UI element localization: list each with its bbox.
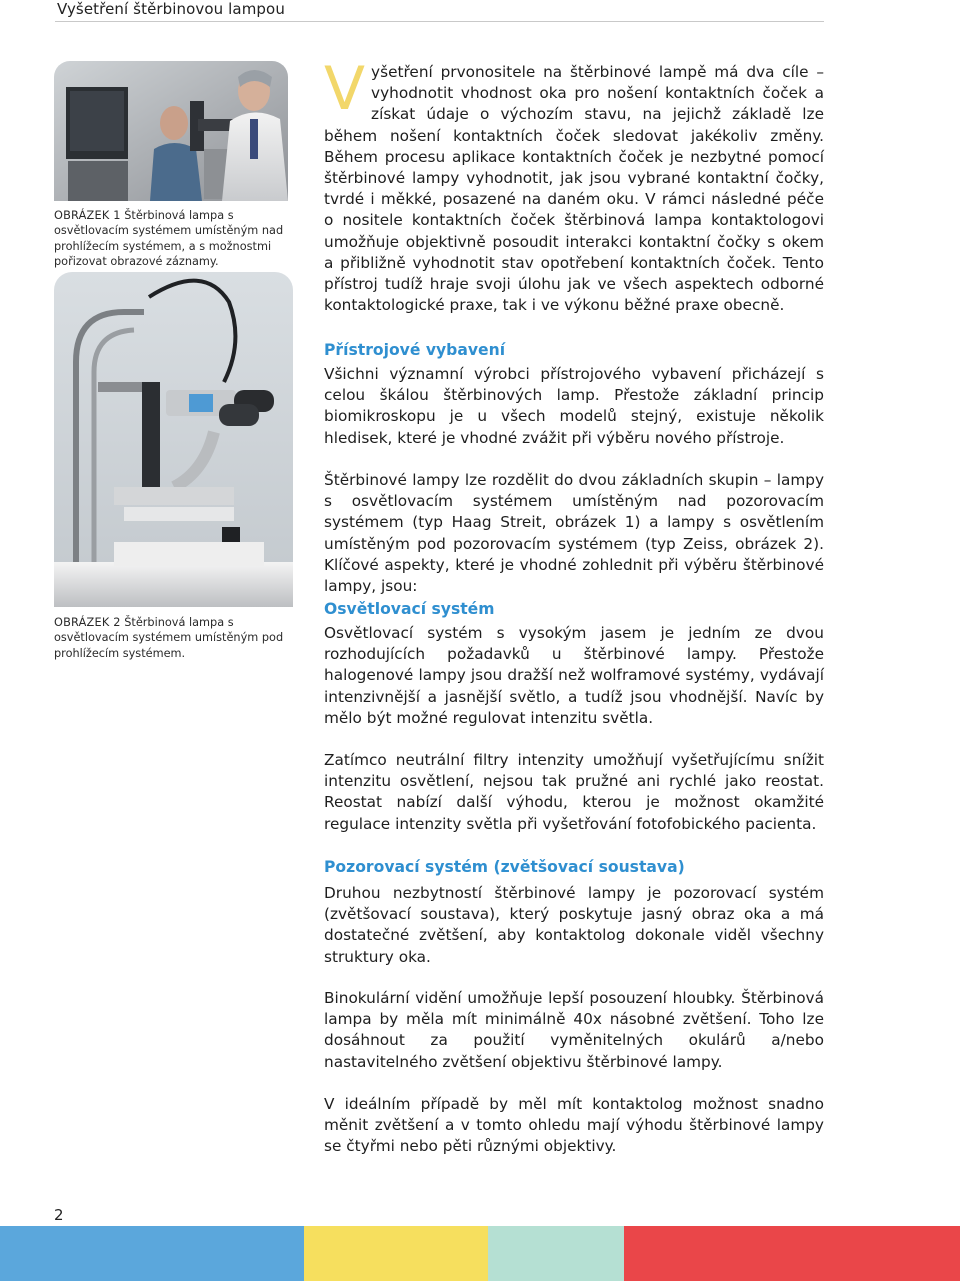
section-illumination-heading-wrap bbox=[324, 599, 824, 619]
section-observation-p3-wrap bbox=[324, 1094, 824, 1158]
section-heading-illumination: Osvětlovací systém bbox=[324, 600, 495, 618]
section-observation-paragraph-2: Binokulární vidění umožňuje lepší posouzení hloubky. Štěrbinová lampa by měla mít minimálně 40x násobné zvětšení. Toho lze dosáhnout za použití vyměnitelných okulárů a/nebo nastavitelného zvětšení objektivu štěrbinové lampy. bbox=[324, 989, 824, 1071]
footer-color-bar bbox=[0, 1226, 960, 1281]
section-observation-p2-wrap bbox=[324, 988, 824, 1073]
figure-1-caption-text: Štěrbinová lampa s osvětlovacím systémem umístěným nad prohlížecím systémem, a s možnostmi pořizovat obrazové záznamy. bbox=[54, 209, 284, 268]
section-illumination-p1-wrap bbox=[324, 623, 824, 729]
section-equipment-heading-wrap bbox=[324, 340, 824, 360]
intro-block bbox=[324, 54, 824, 316]
section-equipment-paragraph-1: Všichni významní výrobci přístrojového vybavení přicházejí s celou škálou štěrbinových lamp. Přestože základní princip biomikroskopu je u všech modelů stejný, existuje několik hledisek, které je vhodné zvážit při výběru nového přístroje. bbox=[324, 365, 824, 447]
page-number: 2 bbox=[54, 1206, 64, 1224]
figure-1-photo bbox=[54, 61, 288, 201]
section-observation-paragraph-3: V ideálním případě by měl mít kontaktolog možnost snadno měnit zvětšení a v tomto ohledu mají výhodu štěrbinové lampy se čtyřmi nebo pěti různými objektivy. bbox=[324, 1095, 824, 1156]
color-bar-segment-5 bbox=[624, 1226, 960, 1281]
figure-2-caption-text: Štěrbinová lampa s osvětlovacím systémem umístěným pod prohlížecím systémem. bbox=[54, 616, 284, 660]
figure-1-label: OBRÁZEK 1 bbox=[54, 209, 121, 222]
section-equipment-paragraph-2: Štěrbinové lampy lze rozdělit do dvou základních skupin – lampy s osvětlovacím systémem umístěným nad pozorovacím systémem (typ Haag Streit, obrázek 1) a lampy s osvětlením umístěným pod pozorovacím systémem (typ Zeiss, obrázek 2). Klíčové aspekty, které je vhodné zohlednit při výběru štěrbinové lampy, jsou: bbox=[324, 471, 824, 596]
section-equipment-p2-wrap bbox=[324, 470, 824, 597]
drop-cap: V bbox=[324, 54, 366, 124]
section-illumination-p2-wrap bbox=[324, 750, 824, 835]
figure-2-photo bbox=[54, 272, 293, 607]
color-bar-segment-4 bbox=[488, 1226, 624, 1281]
section-equipment-p1-wrap bbox=[324, 364, 824, 449]
intro-paragraph bbox=[324, 54, 824, 316]
section-heading-equipment: Přístrojové vybavení bbox=[324, 341, 506, 359]
intro-text: yšetření prvonositele na štěrbinové lampě má dva cíle – vyhodnotit vhodnost oka pro nošení kontaktních čoček a získat údaje o výchozím stavu, na jejichž základě lze během nošení kontaktních čoček sledovat jakékoliv změny. Během procesu aplikace kontaktních čoček je nezbytné pomocí štěrbinové lampy vyhodnotit, jak jsou vybrané kontaktní čočky, tvrdé i měkké, posazené na daném oku. V rámci následné péče o nositele kontaktních čoček štěrbinová lampa kontaktologovi umožňuje objektivně posoudit interakci kontaktní čočky s okem a přibližně vyhodnotit stav opotřebení kontaktních čoček. Tento přístroj tudíž hraje svoji úlohu jak ve všech aspektech odborné kontaktologické praxe, tak i ve výkonu běžné praxe obecně. bbox=[324, 63, 824, 315]
color-bar-segment-3 bbox=[304, 1226, 488, 1281]
running-header: Vyšetření štěrbinovou lampou bbox=[57, 0, 285, 18]
section-illumination-paragraph-2: Zatímco neutrální filtry intenzity umožňují vyšetřujícímu snížit intenzitu osvětlení, nejsou tak pružné ani rychlé jako reostat. Reostat nabízí další výhodu, kterou je možnost okamžité regulace intenzity světla při vyšetřování fotofobického pacienta. bbox=[324, 751, 824, 833]
figure-2-label: OBRÁZEK 2 bbox=[54, 616, 121, 629]
header-divider bbox=[55, 21, 824, 22]
figure-1-caption bbox=[54, 208, 294, 269]
section-observation-paragraph-1: Druhou nezbytností štěrbinové lampy je pozorovací systém (zvětšovací soustava), který poskytuje jasný obraz oka a má dostatečné zvětšení, aby kontaktolog dokonale viděl všechny struktury oka. bbox=[324, 884, 824, 966]
section-observation-p1-wrap bbox=[324, 883, 824, 968]
figure-2-caption bbox=[54, 615, 294, 661]
section-observation-heading-wrap bbox=[324, 857, 824, 877]
section-heading-observation: Pozorovací systém (zvětšovací soustava) bbox=[324, 858, 685, 876]
section-illumination-paragraph-1: Osvětlovací systém s vysokým jasem je jedním ze dvou rozhodujících požadavků u štěrbinové lampy. Přestože halogenové lampy jsou dražší než wolframové systémy, vydávají intenzivnější a jasnější světlo, a tudíž jsou vhodnější. Navíc by mělo být možné regulovat intenzitu světla. bbox=[324, 624, 824, 727]
color-bar-segment-1 bbox=[0, 1226, 302, 1281]
